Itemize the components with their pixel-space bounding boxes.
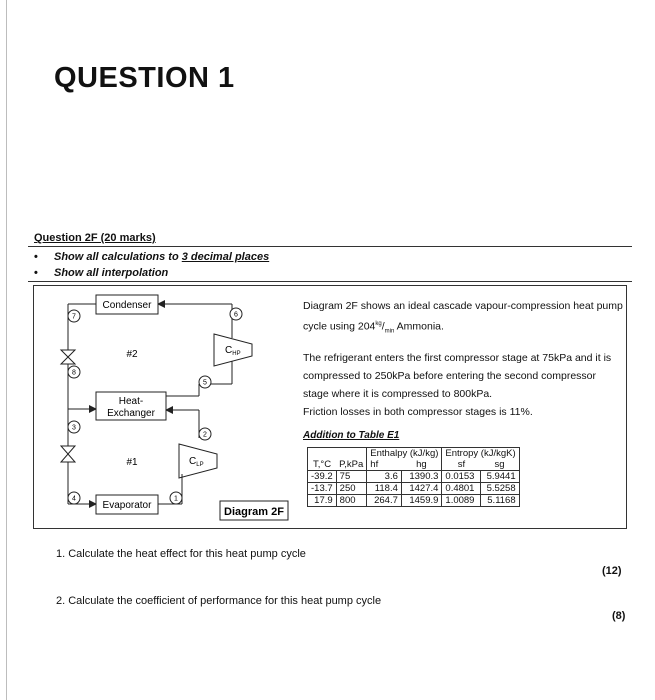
table-row [308, 495, 520, 507]
table-cell: 5.1168 [481, 495, 520, 507]
page-title: QUESTION 1 [54, 62, 235, 94]
entropy-header: Entropy (kJ/kgK) [442, 448, 519, 460]
table-cell: 264.7 [367, 495, 402, 507]
col-header-pressure: P,kPa [336, 459, 367, 471]
table-cell: 5.9441 [481, 471, 520, 483]
col-header-temp: T,°C [308, 459, 337, 471]
node-4-label: 4 [72, 495, 76, 503]
condenser-label: Condenser [102, 300, 152, 311]
enthalpy-header: Enthalpy (kJ/kg) [367, 448, 442, 460]
col-header-hg: hg [401, 459, 442, 471]
table-cell: 0.0153 [442, 471, 481, 483]
diagram-caption: Diagram 2F [224, 506, 284, 518]
table-cell: 5.5258 [481, 483, 520, 495]
table-row [308, 471, 520, 483]
node-3-label: 3 [72, 424, 76, 432]
table-cell: 800 [336, 495, 367, 507]
description-paragraph-2: The refrigerant enters the first compressor stage at 75kPa and it is compressed to 250kPa before entering the second compressor stage where it is compressed to 800kPa. [303, 351, 612, 400]
table-cell: 1427.4 [401, 483, 442, 495]
table-cell: 1.0089 [442, 495, 481, 507]
table-cell: 17.9 [308, 495, 337, 507]
node-2-label: 2 [203, 431, 207, 439]
table-cell: 0.4801 [442, 483, 481, 495]
table-cell: 118.4 [367, 483, 402, 495]
description-paragraph-1: Diagram 2F shows an ideal cascade vapour-compression heat pump cycle using $204^{kg}/_{min}$ Ammonia. [303, 300, 623, 335]
instruction-item: • Show all calculations to 3 decimal places [34, 251, 270, 263]
valve-bottom-b [61, 454, 75, 462]
valve-top-b [61, 357, 75, 364]
hx-label-2: Exchanger [107, 408, 155, 419]
hp-compressor-label: $C_{HP}$ [225, 345, 241, 357]
instruction-item: • Show all interpolation [34, 267, 169, 279]
question-2-text: 2. Calculate the coefficient of performance for this heat pump cycle [56, 595, 382, 607]
node-6-label: 6 [234, 311, 238, 319]
question-1-marks: (12) [602, 565, 622, 577]
properties-table [307, 447, 520, 507]
cycle-2-label: #2 [126, 349, 138, 360]
node-8-label: 8 [72, 369, 76, 377]
col-header-hf: hf [367, 459, 402, 471]
table-cell: 1459.9 [401, 495, 442, 507]
table-cell: 1390.3 [401, 471, 442, 483]
node-5-label: 5 [203, 379, 207, 387]
question-heading: Question 2F (20 marks) [34, 232, 156, 244]
valve-bottom-a [61, 446, 75, 454]
table-cell: 75 [336, 471, 367, 483]
col-header-sf: sf [457, 458, 466, 470]
table-cell: -13.7 [308, 483, 337, 495]
hx-label-1: Heat- [118, 396, 144, 407]
table-title: Addition to Table E1 [303, 430, 400, 441]
question-1-text: 1. Calculate the heat effect for this heat pump cycle [56, 548, 306, 560]
cycle-1-label: #1 [126, 457, 138, 468]
table-cell: 250 [336, 483, 367, 495]
evaporator-label: Evaporator [102, 500, 152, 511]
page-left-border [6, 0, 7, 700]
table-row [308, 483, 520, 495]
node-1-label: 1 [174, 495, 178, 503]
divider-top [28, 246, 632, 247]
problem-description [303, 297, 623, 429]
lp-compressor-shape [179, 444, 217, 478]
cascade-cycle-diagram [34, 286, 292, 528]
hp-compressor-shape [214, 334, 252, 366]
table-group-header-row [308, 448, 520, 460]
instruction-list [34, 249, 269, 281]
table-cell: -39.2 [308, 471, 337, 483]
question-2-marks: (8) [612, 610, 626, 622]
valve-top-a [61, 350, 75, 357]
col-header-sg: sg [481, 459, 520, 471]
node-7-label: 7 [72, 313, 76, 321]
description-paragraph-3: Friction losses in both compressor stages is 11%. [303, 405, 533, 418]
divider-bottom [28, 281, 632, 282]
table-cell: 3.6 [367, 471, 402, 483]
lp-compressor-label: $C_{LP}$ [189, 456, 204, 468]
table-column-header-row [308, 459, 520, 471]
